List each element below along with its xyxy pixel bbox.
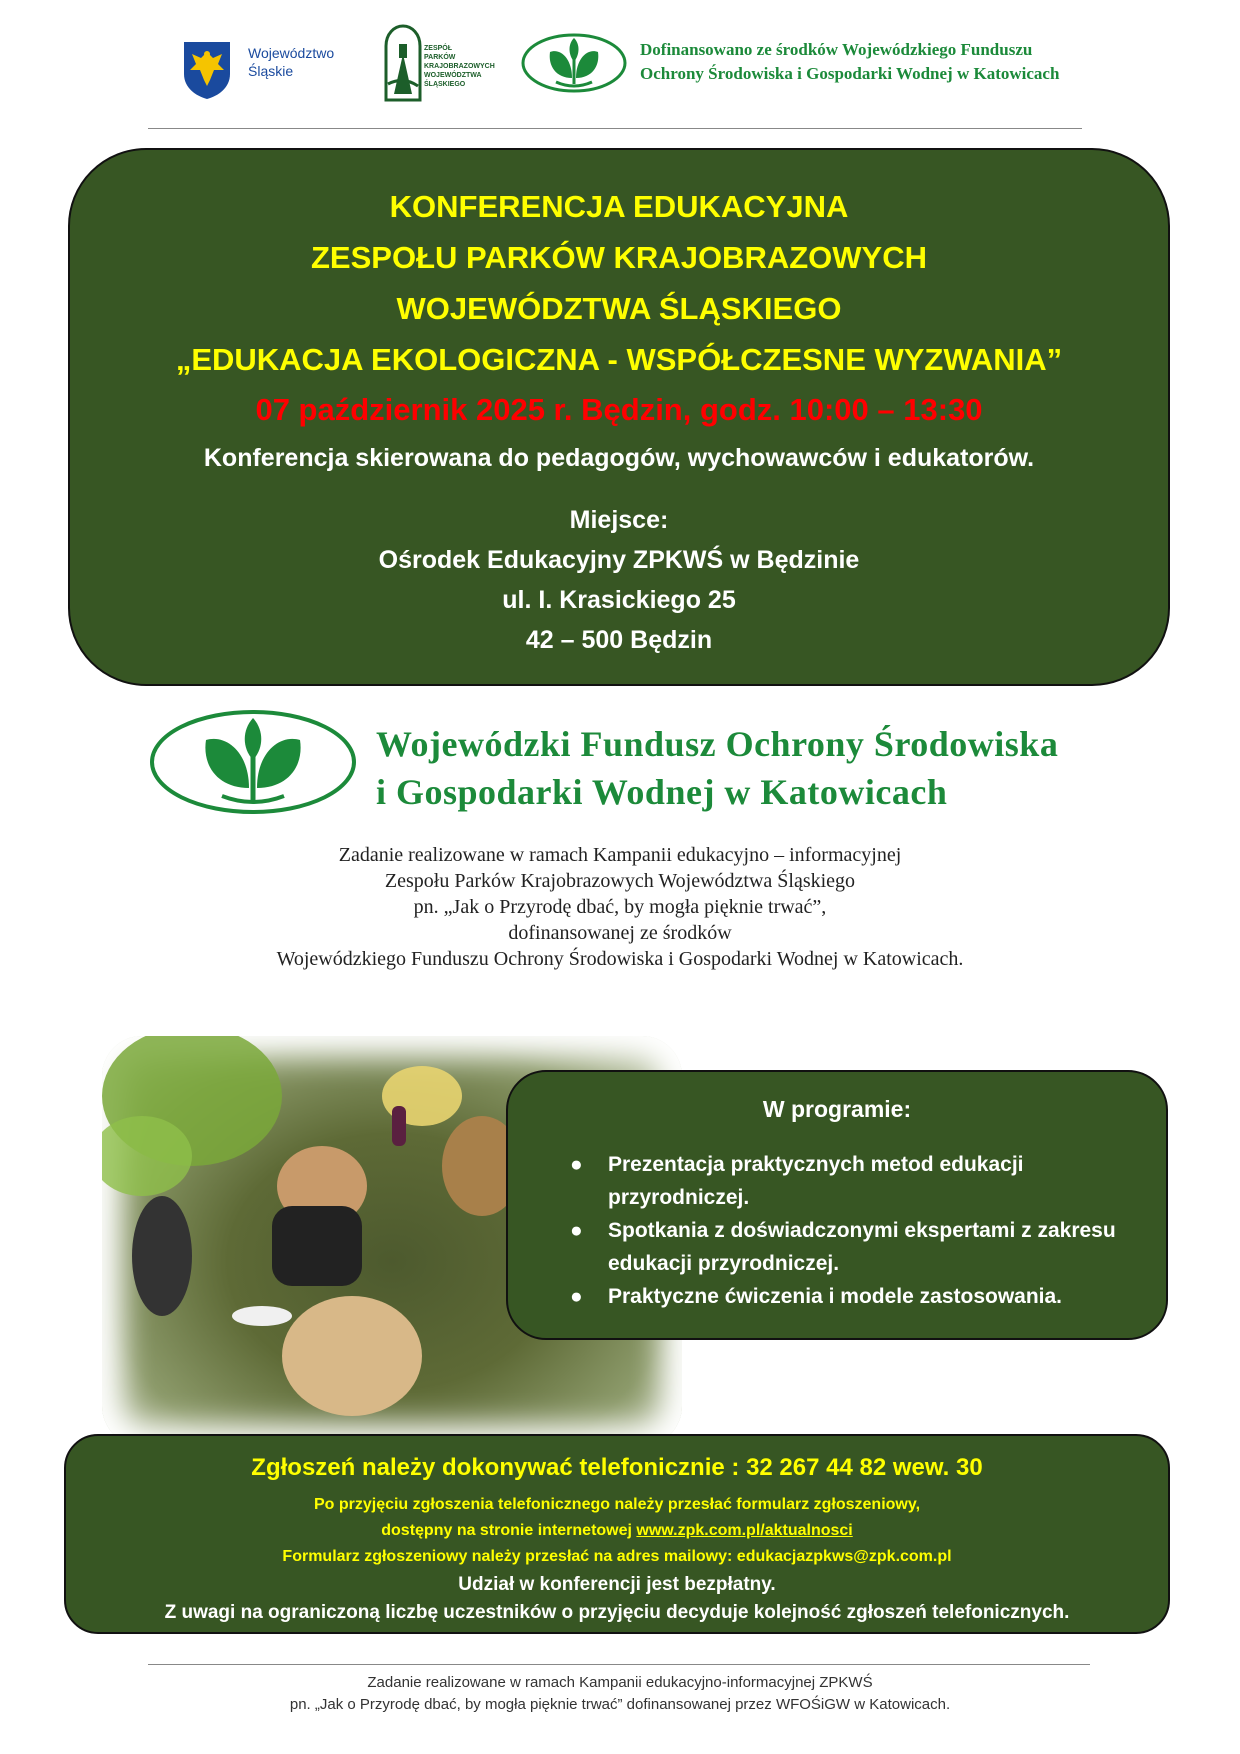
task-line: Wojewódzkiego Funduszu Ochrony Środowiska i Gospodarki Wodnej w Katowicach. — [276, 948, 964, 970]
task-line: dofinansowanej ze środków — [508, 922, 732, 944]
leaves-emblem-icon — [520, 32, 628, 94]
footer-line2: pn. „Jak o Przyrodę dbać, by mogła pięknie trwać” dofinansowanej przez WFOŚiGW w Katowicach. — [289, 1696, 951, 1713]
wfosigw-big-line1: Wojewódzki Fundusz Ochrony Środowiska — [376, 724, 1059, 764]
place-street: ul. I. Krasickiego 25 — [502, 586, 736, 614]
zpk-logo-line: ŚLĄSKIEGO — [424, 81, 466, 88]
wfosigw-big-logo — [148, 708, 1108, 818]
bullet-icon: ● — [570, 1219, 583, 1242]
contact-panel — [64, 1434, 1170, 1634]
form-line2-prefix: dostępny na stronie internetowej — [381, 1522, 637, 1539]
conference-title-line4: „EDUKACJA EKOLOGICZNA - WSPÓŁCZESNE WYZWANIA” — [175, 342, 1063, 377]
conference-title-line3: WOJEWÓDZTWA ŚLĄSKIEGO — [396, 291, 842, 326]
place-name: Ośrodek Edukacyjny ZPKWŚ w Będzinie — [378, 546, 860, 574]
wfosigw-big-text — [376, 720, 1058, 816]
form-website-link[interactable]: www.zpk.com.pl/aktualnosci — [636, 1522, 853, 1539]
bullet-icon: ● — [570, 1153, 583, 1176]
form-line1: Po przyjęciu zgłoszenia telefonicznego należy przesłać formularz zgłoszeniowy, — [313, 1496, 921, 1513]
limited-places-line: Z uwagi na ograniczoną liczbę uczestników o przyjęciu decyduje kolejność zgłoszeń telefonicznych. — [164, 1602, 1070, 1623]
conference-title-line1: KONFERENCJA EDUKACYJNA — [389, 189, 849, 224]
wojewodztwo-name-line1: Województwo — [248, 45, 335, 61]
program-item — [570, 1148, 1128, 1214]
zpk-logo — [382, 24, 502, 104]
task-line: Zadanie realizowane w ramach Kampanii edukacyjno – informacyjnej — [338, 844, 902, 866]
conference-title-line2: ZESPOŁU PARKÓW KRAJOBRAZOWYCH — [311, 240, 927, 275]
program-item-line: edukacji przyrodniczej. — [608, 1252, 840, 1275]
task-line: pn. „Jak o Przyrodę dbać, by mogła pięknie trwać”, — [413, 896, 827, 918]
program-item-line: Prezentacja praktycznych metod edukacji — [608, 1153, 1024, 1176]
wojewodztwo-slaskie-logo — [182, 40, 352, 100]
zpk-logo-line: PARKÓW — [424, 54, 456, 61]
zpk-tree-tower-icon — [382, 24, 424, 102]
email-line: Formularz zgłoszeniowy należy przesłać na adres mailowy: edukacjazpkws@zpk.com.pl — [282, 1548, 952, 1565]
wfosigw-small-text — [640, 38, 1059, 86]
audience-text: Konferencja skierowana do pedagogów, wychowawców i edukatorów. — [203, 444, 1035, 472]
task-description — [0, 842, 1240, 972]
conference-panel — [68, 148, 1170, 686]
program-list — [570, 1148, 1128, 1313]
footer-line1: Zadanie realizowane w ramach Kampanii edukacyjno-informacyjnej ZPKWŚ — [367, 1674, 873, 1691]
bullet-icon: ● — [570, 1285, 583, 1308]
header-divider — [148, 128, 1082, 129]
free-participation-line: Udział w konferencji jest bezpłatny. — [458, 1574, 776, 1595]
eagle-shield-icon — [182, 40, 232, 100]
program-panel — [506, 1070, 1168, 1340]
task-line: Zespołu Parków Krajobrazowych Województwa Śląskiego — [384, 870, 856, 892]
footer — [0, 1672, 1240, 1716]
wojewodztwo-name — [248, 44, 334, 80]
wfosigw-small-line2: Ochrony Środowiska i Gospodarki Wodnej w Katowicach — [640, 64, 1060, 83]
place-label: Miejsce: — [569, 506, 669, 534]
wojewodztwo-name-line2: Śląskie — [248, 63, 294, 79]
program-item-line: Spotkania z doświadczonymi ekspertami z zakresu — [608, 1219, 1116, 1242]
program-title: W programie: — [762, 1096, 912, 1122]
footer-divider — [148, 1664, 1090, 1665]
place-city: 42 – 500 Będzin — [525, 626, 713, 654]
wfosigw-small-logo — [520, 32, 1080, 94]
wfosigw-small-line1: Dofinansowano ze środków Wojewódzkiego Funduszu — [640, 40, 1033, 59]
zpk-logo-text — [424, 44, 495, 89]
zpk-logo-line: WOJEWÓDZTWA — [424, 72, 482, 79]
form-line2 — [66, 1522, 1168, 1540]
program-item-line: Praktyczne ćwiczenia i modele zastosowania. — [608, 1285, 1063, 1308]
wfosigw-big-line2: i Gospodarki Wodnej w Katowicach — [376, 772, 948, 812]
program-item-line: przyrodniczej. — [608, 1186, 750, 1209]
conference-date: 07 październik 2025 r. Będzin, godz. 10:00 – 13:30 — [255, 392, 983, 427]
leaves-emblem-large-icon — [148, 708, 358, 816]
program-item — [570, 1280, 1128, 1313]
phone-line: Zgłoszeń należy dokonywać telefonicznie : 32 267 44 82 wew. 30 — [251, 1454, 983, 1481]
zpk-logo-line: KRAJOBRAZOWYCH — [424, 63, 495, 70]
zpk-logo-line: ZESPÓŁ — [424, 45, 453, 52]
program-item — [570, 1214, 1128, 1280]
